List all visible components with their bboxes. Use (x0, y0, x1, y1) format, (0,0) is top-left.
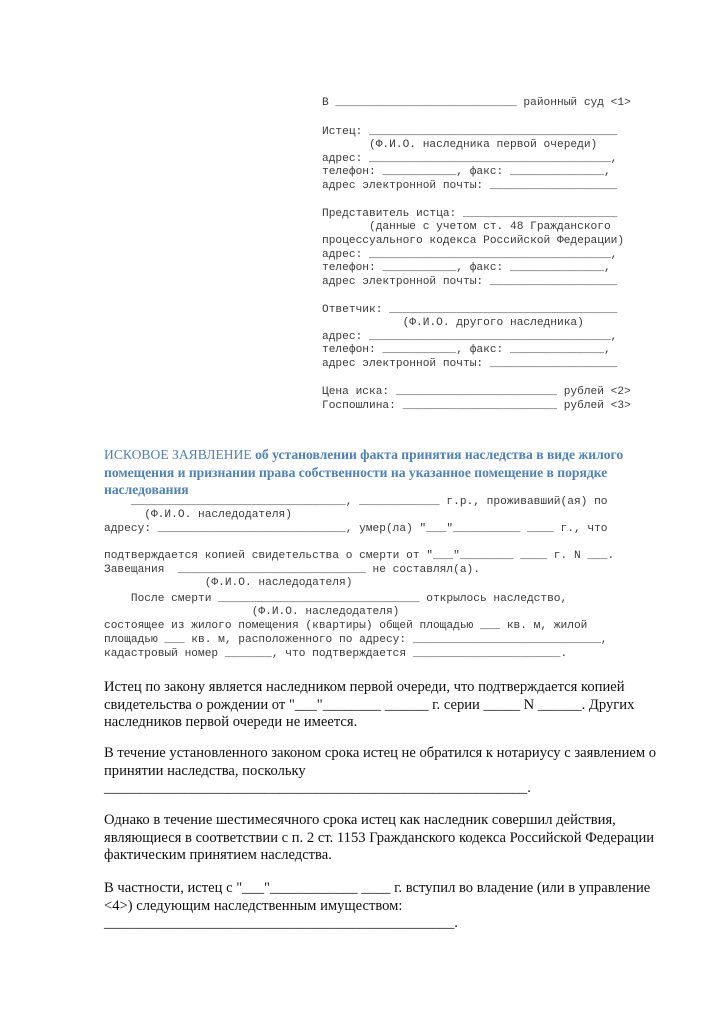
defendant-line: Ответчик: __________________________________ (322, 304, 618, 316)
body-line: ________________________________, ____________ г.р., проживавший(ая) по (104, 496, 608, 508)
representative-line: Представитель истца: _______________________ (322, 208, 618, 220)
body-line: Завещания ____________________________ не составлял(а). (104, 564, 480, 576)
claim-price-line: Цена иска: ________________________ рублей <2> (322, 386, 631, 398)
body-caption: (Ф.И.О. наследодателя) (104, 509, 292, 521)
document-title (104, 446, 664, 499)
paragraph-property-blank: ________________________________________________. (104, 915, 458, 931)
representative-caption-1: (данные с учетом ст. 48 Гражданского (322, 221, 611, 233)
body-line: После смерти ______________________________ открылось наследство, (104, 593, 568, 605)
representative-email: адрес электронной почты: ___________________ (322, 276, 618, 288)
body-line: состоящее из жилого помещения (квартиры) общей площадью ___ кв. м, жилой (104, 620, 588, 632)
representative-caption-2: процессуального кодекса Российской Федерации) (322, 235, 625, 247)
plaintiff-line: Истец: _____________________________________ (322, 126, 618, 138)
plaintiff-email: адрес электронной почты: ___________________ (322, 180, 618, 192)
body-line: подтверждается копией свидетельства о смерти от "___"________ ____ г. N ___. (104, 550, 615, 562)
body-caption: (Ф.И.О. наследодателя) (104, 577, 353, 589)
paragraph-actual-acceptance: Однако в течение шестимесячного срока истец как наследник совершил действия, являющиеся в соответствии с п. 2 ст. 1153 Гражданского кодекса Российской Федерации фактическим принятием наследства. (104, 812, 655, 864)
paragraph-first-order-heir: Истец по закону является наследником первой очереди, что подтверждается копией свидетельства о рождении от "___"________ ______ г. серии _____ N ______. Других наследников первой очереди не имеется. (104, 679, 635, 731)
paragraph-possession: В частности, истец с "___"____________ ____ г. вступил во владение (или в управление <4>) следующим наследственным имуществом: (104, 880, 651, 914)
defendant-phone: телефон: ___________, факс: ______________, (322, 344, 611, 356)
plaintiff-caption: (Ф.И.О. наследника первой очереди) (322, 139, 598, 151)
body-line: площадью ___ кв. м, расположенного по адресу: ____________________________, (104, 634, 608, 646)
defendant-address: адрес: ____________________________________, (322, 331, 618, 343)
court-line: В ___________________________ районный суд <1> (322, 97, 631, 109)
paragraph-reason-blank: __________________________________________________________. (104, 780, 531, 796)
representative-phone: телефон: ___________, факс: ______________, (322, 262, 611, 274)
plaintiff-address: адрес: ____________________________________, (322, 153, 618, 165)
state-fee-line: Госпошлина: _______________________ рублей <3> (322, 400, 631, 412)
body-caption: (Ф.И.О. наследодателя) (104, 606, 400, 618)
representative-address: адрес: ____________________________________, (322, 249, 618, 261)
title-lead: ИСКОВОЕ ЗАЯВЛЕНИЕ (104, 447, 252, 462)
plaintiff-phone: телефон: ___________, факс: ______________, (322, 166, 611, 178)
body-line: адресу: ____________________________, умер(ла) "___"__________ ____ г., что (104, 523, 608, 535)
defendant-caption: (Ф.И.О. другого наследника) (322, 317, 584, 329)
title-rest: об установлении факта принятия наследства в виде жилого помещения и признании права собственности на указанное помещение в порядке наследования (104, 447, 624, 497)
defendant-email: адрес электронной почты: ___________________ (322, 358, 618, 370)
body-line: кадастровый номер _______, что подтверждается ______________________. (104, 648, 568, 660)
paragraph-no-notary: В течение установленного законом срока истец не обратился к нотариусу с заявлением о принятии наследства, поскольку (104, 745, 657, 779)
